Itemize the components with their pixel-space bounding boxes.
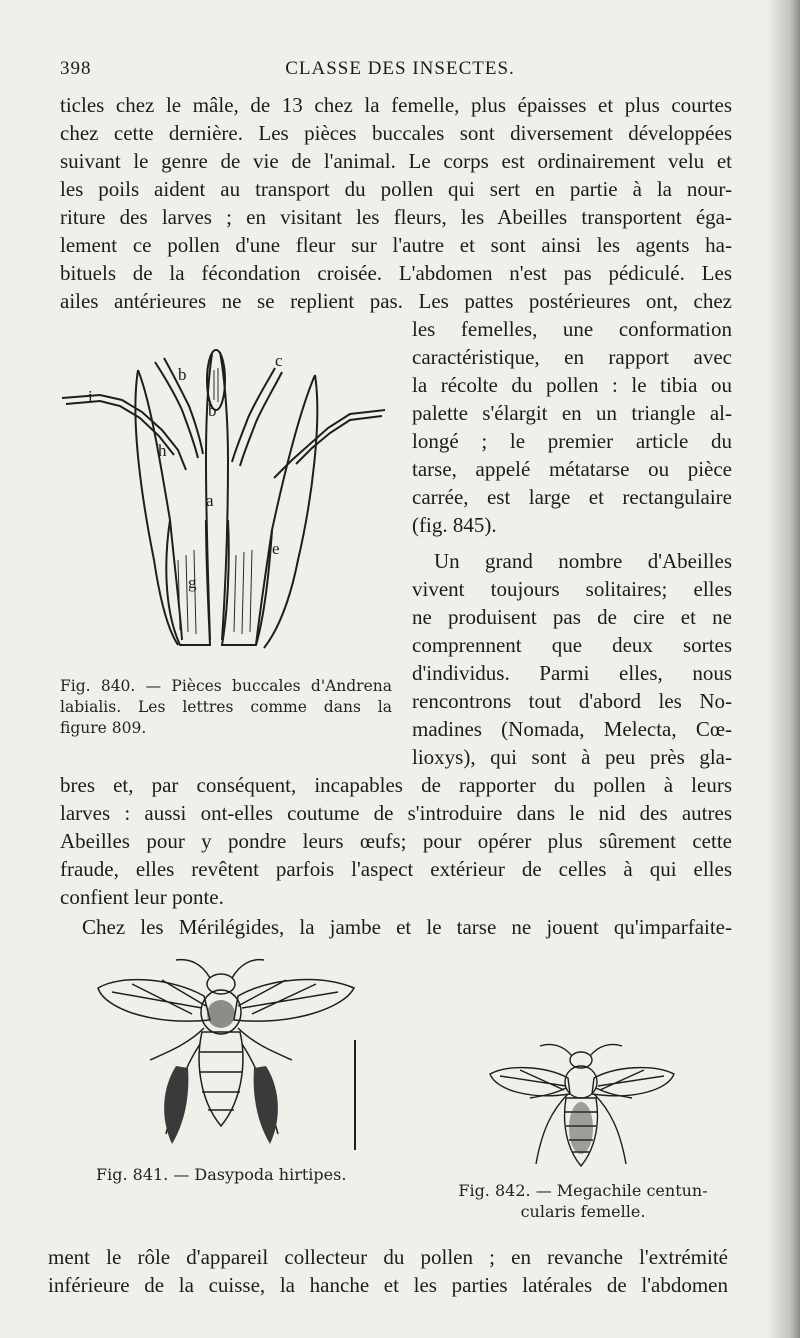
figure-label: g [188, 573, 197, 592]
body-line: fraude, elles revêtent parfois l'aspect extérieur de celles à qui elles [60, 857, 732, 881]
page-number: 398 [60, 58, 92, 79]
column-line: (fig. 845). [412, 513, 497, 537]
body-line: ailes antérieures ne se replient pas. Les pattes postérieures ont, chez [60, 289, 732, 313]
body-line: suivant le genre de vie de l'animal. Le corps est ordinairement velu et [60, 149, 732, 173]
column-line: madines (Nomada, Melecta, Cœ- [412, 717, 732, 741]
column-line: tarse, appelé métatarse ou pièce [412, 457, 732, 481]
body-line: chez cette dernière. Les pièces buccales sont diversement développées [60, 121, 732, 145]
running-title: CLASSE DES INSECTES. [285, 58, 515, 79]
caption-line: figure 809. [60, 719, 147, 737]
caption-line: Fig. 842. — Megachile centun- [458, 1181, 708, 1200]
body-line: ment le rôle d'appareil collecteur du pollen ; en revanche l'extrémité [48, 1245, 728, 1269]
figure-842-bee-illustration [486, 1038, 678, 1174]
body-line: larves : aussi ont-elles coutume de s'introduire dans le nid des autres [60, 801, 732, 825]
column-line: la récolte du pollen : le tibia ou [412, 373, 732, 397]
body-line: bres et, par conséquent, incapables de rapporter du pollen à leurs [60, 773, 732, 797]
column-line: caractéristique, en rapport avec [412, 345, 732, 369]
figure-label: b [178, 365, 187, 384]
caption-line: labialis. Les lettres comme dans la [60, 698, 392, 716]
figure-label: b [208, 401, 217, 420]
body-line: bituels de la fécondation croisée. L'abdomen n'est pas pédiculé. Les [60, 261, 732, 285]
figure-label: c [275, 351, 283, 370]
column-line: d'individus. Parmi elles, nous [412, 661, 732, 685]
figure-label: a [206, 491, 214, 510]
running-head [60, 58, 740, 82]
figure-label: h [158, 441, 167, 460]
column-line: comprennent que deux sortes [412, 633, 732, 657]
column-line: longé ; le premier article du [412, 429, 732, 453]
body-line: riture des larves ; en visitant les fleurs, les Abeilles transportent éga- [60, 205, 732, 229]
column-line: carrée, est large et rectangulaire [412, 485, 732, 509]
column-line: les femelles, une conformation [412, 317, 732, 341]
body-line: confient leur ponte. [60, 885, 224, 909]
figure-841-caption: Fig. 841. — Dasypoda hirtipes. [96, 1165, 347, 1184]
page-edge-shadow [766, 0, 800, 1338]
column-line: ne produisent pas de cire et ne [412, 605, 732, 629]
column-line: Un grand nombre d'Abeilles [434, 549, 732, 573]
body-line: Chez les Mérilégides, la jambe et le tarse ne jouent qu'imparfaite- [82, 915, 732, 939]
figure-841-bee-illustration [92, 948, 362, 1158]
body-line: ticles chez le mâle, de 13 chez la femelle, plus épaisses et plus courtes [60, 93, 732, 117]
caption-line: Fig. 840. — Pièces buccales d'Andrena [60, 677, 392, 695]
caption-line: cularis femelle. [520, 1202, 646, 1221]
column-line: vivent toujours solitaires; elles [412, 577, 732, 601]
body-line: les poils aident au transport du pollen qui sert en partie à la nour- [60, 177, 732, 201]
figure-label: e [272, 539, 280, 558]
body-line: lement ce pollen d'une fleur sur l'autre et sont ainsi les agents ha- [60, 233, 732, 257]
figure-label: i [88, 387, 93, 406]
body-line: inférieure de la cuisse, la hanche et les parties latérales de l'abdomen [48, 1273, 728, 1297]
figure-840-mouthparts-illustration [60, 340, 395, 660]
column-line: palette s'élargit en un triangle al- [412, 401, 732, 425]
body-line: Abeilles pour y pondre leurs œufs; pour opérer plus sûrement cette [60, 829, 732, 853]
column-line: rencontrons tout d'abord les No- [412, 689, 732, 713]
figure-separator-rule [352, 1040, 358, 1150]
figure-842-caption [444, 1180, 722, 1222]
figure-840-caption [60, 676, 392, 739]
column-line: lioxys), qui sont à peu près gla- [412, 745, 732, 769]
